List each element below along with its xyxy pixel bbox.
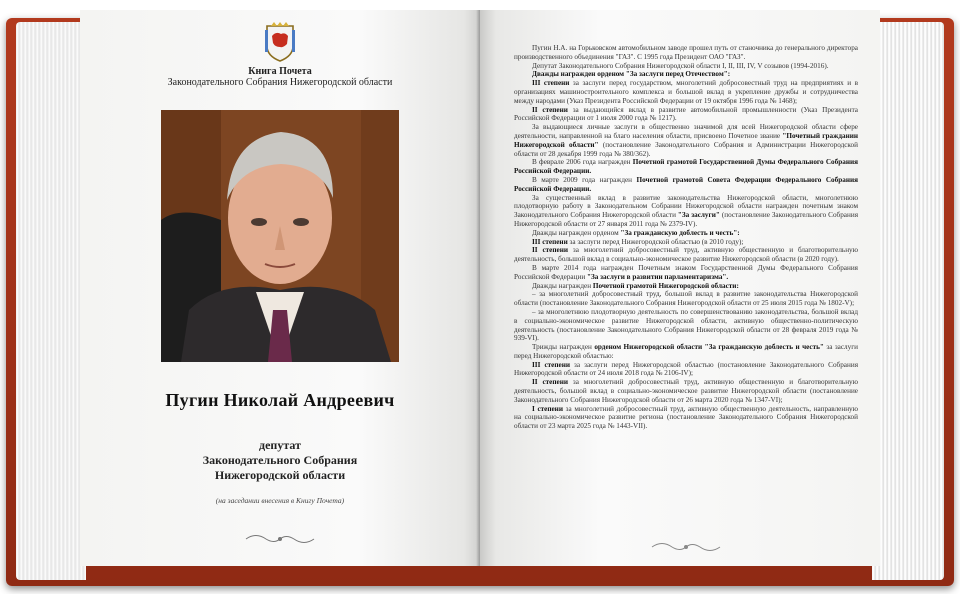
award-item: III степени за заслуги перед государством, многолетний добросовестный труд на предприятиях и в организациях машиностроительного комплекса и большой вклад в укрепление дружбы и сотрудничества между народами (Указ Президента Российской Федерации от 19 октября 1996 года № 1468); (514, 79, 859, 105)
award-item: II степени за выдающийся вклад в развитие автомобильной промышленности (Указ Президента Российской Федерации от 1 июля 2000 года № 1217). (514, 105, 858, 123)
award-heading: Трижды награжден орденом Нижегородской области "За гражданскую доблесть и честь" за заслуги перед Нижегородской областью: (514, 343, 859, 360)
person-position (80, 438, 480, 483)
award-item: – за многолетнюю плодотворную деятельность по совершенствованию законодательства, большой вклад в социально-экономическое развитие Нижегородской области, активную общественно-политическую деятельность (постановление Законодательного Собрания Нижегородской области от 28 февраля 2019 года № 939-VI). (514, 307, 858, 343)
award-item: За выдающиеся личные заслуги в общественно значимой для всей Нижегородской области сфере деятельности, направленной на благо населения области, присвоено Почетное звание "Почетный гражданин Нижегородской области" (постановление Законодательного Собрания и Администрации Нижегородской области от 28 декабря 1999 года № 380/362). (514, 123, 859, 158)
award-item: В марте 2009 года награжден Почетной грамотой Совета Федерации Федерального Собрания Российской Федерации. (514, 175, 859, 193)
award-item: II степени за многолетний добросовестный труд, активную общественную и благотворительную деятельность, большой вклад в социально-экономическое развитие Нижегородской области (в 2020 году). (514, 246, 859, 264)
person-name: Пугин Николай Андреевич (165, 390, 395, 410)
award-item: В марте 2014 года награжден Почетным знаком Государственной Думы Федерального Собрания Российской Федерации "За заслуги в развитии парламентаризма". (514, 263, 858, 281)
right-page (480, 10, 880, 566)
book-subtitle: Законодательного Собрания Нижегородской области (167, 77, 393, 88)
award-item: III степени за заслуги перед Нижегородской областью (постановление Законодательного Собрания Нижегородской области от 24 июля 2018 года № 2106-IV); (514, 360, 858, 378)
coat-of-arms-icon (263, 22, 297, 62)
left-page (80, 10, 480, 566)
entry-note: (на заседании внесения в Книгу Почета) (215, 496, 345, 505)
award-item: III степени за заслуги перед Нижегородской областью (в 2010 году); (532, 237, 744, 246)
portrait-photo (161, 110, 399, 362)
ornament-icon (244, 532, 316, 546)
bio-paragraph: Депутат Законодательного Собрания Нижегородской области I, II, III, IV, V созывов (1994-2016). (532, 61, 829, 70)
bio-paragraph: Пугин Н.А. на Горьковском автомобильном заводе прошел путь от станочника до генерального директора производственного объединения "ГАЗ". С 1995 года Президент ОАО "ГАЗ". (514, 44, 858, 61)
biography-text (514, 44, 858, 431)
ornament-icon (650, 540, 722, 554)
page-stack-right (872, 22, 944, 580)
position-line: Нижегородской области (214, 468, 346, 482)
award-heading: Дважды награжден орденом "За гражданскую доблесть и честь": (532, 228, 740, 237)
award-item: За существенный вклад в развитие законодательства Нижегородской области, многолетнюю плодотворную работу в Законодательном Собрании Нижегородской области награжден почетным знаком Законодательного Собрания Нижегородской области "За заслуги" (постановление Законодательного Собрания Нижегородской области от 27 января 2011 года № 2379-IV). (514, 193, 858, 228)
award-item: II степени за многолетний добросовестный труд, активную общественную и благотворительную деятельность, большой вклад в социально-экономическое развитие Нижегородской области (постановление Законодательного Собрания Нижегородской области от 26 марта 2020 года № 1347-VI); (514, 378, 859, 404)
position-line: Законодательного Собрания (202, 453, 358, 467)
page-stack-left (16, 22, 86, 580)
award-heading: Дважды награжден Почетной грамотой Нижегородской области: (532, 281, 739, 290)
award-item: I степени за многолетний добросовестный труд, активную общественную деятельность, направленную на социально-экономическое развитие региона (постановление Законодательного Собрания Нижегородской области от 23 марта 2025 года № 1443-VII). (514, 404, 859, 431)
award-item: – за многолетний добросовестный труд, большой вклад в развитие законодательства Нижегородской области (постановление Законодательного Собрания Нижегородской области от 25 июля 2015 года № 1802-V); (514, 290, 858, 308)
award-item: В феврале 2006 года награжден Почетной грамотой Государственной Думы Федерального Собрания Российской Федерации. (514, 158, 858, 176)
book-title: Книга Почета (248, 66, 312, 77)
award-heading: Дважды награжден орденом "За заслуги перед Отечеством": (532, 70, 731, 79)
position-line: депутат (259, 438, 301, 452)
